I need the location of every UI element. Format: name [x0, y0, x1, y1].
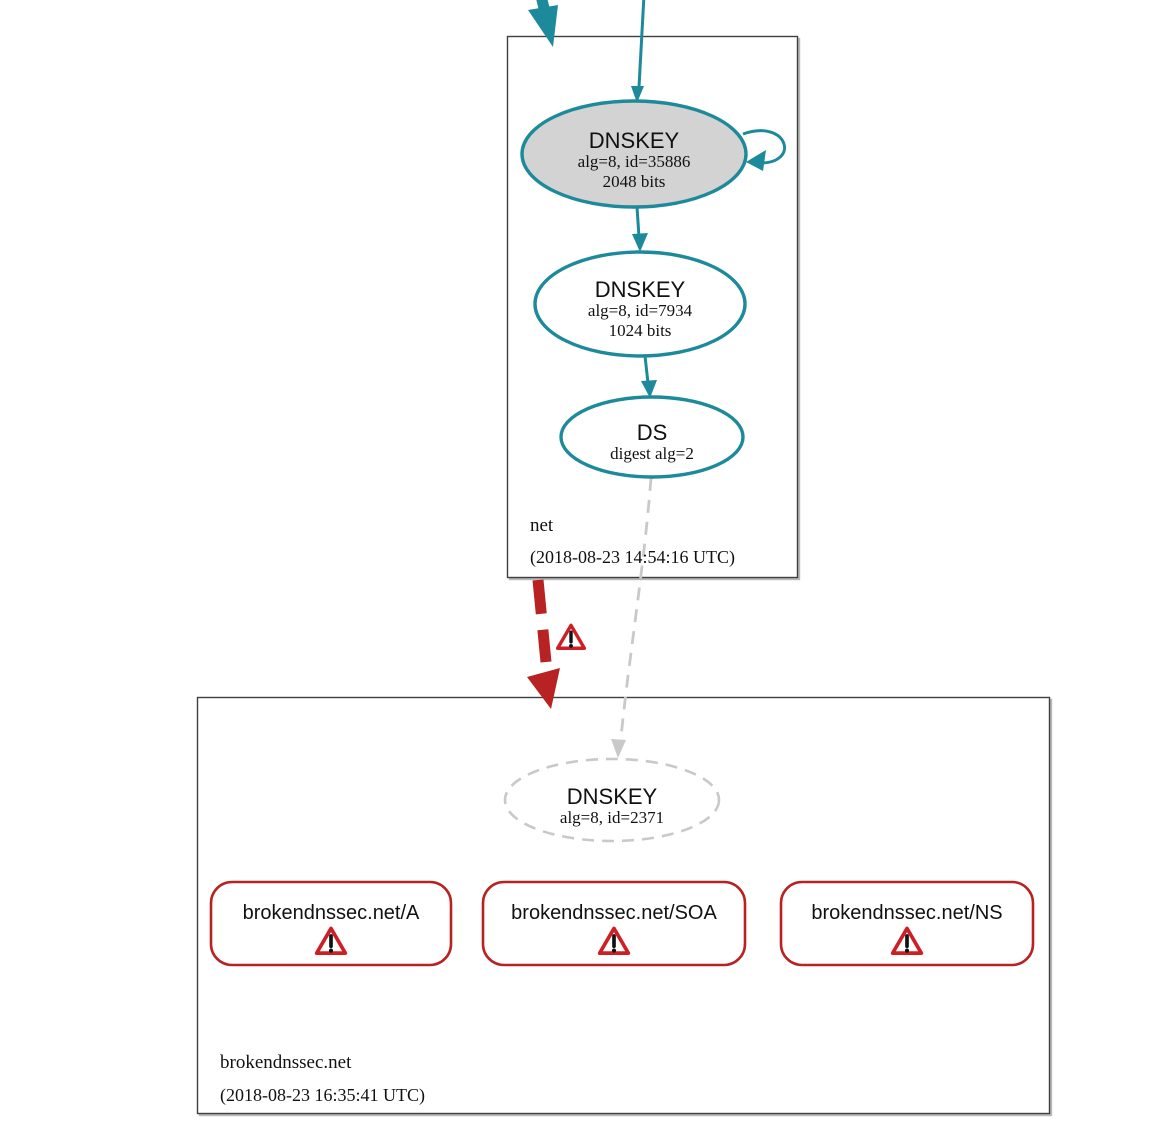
- zone-timestamp-net: (2018-08-23 14:54:16 UTC): [530, 547, 735, 567]
- node-rrset-a[interactable]: [211, 882, 451, 965]
- node-rrset-ns[interactable]: [781, 882, 1033, 965]
- dnskey-zsk-title: DNSKEY: [594, 277, 686, 302]
- node-dnskey-child[interactable]: [505, 759, 719, 841]
- ds-title: DS: [636, 420, 668, 445]
- dnskey-zsk-bits: 1024 bits: [608, 321, 672, 340]
- dnskey-ksk-title: DNSKEY: [588, 128, 680, 153]
- node-ds[interactable]: [561, 397, 743, 477]
- rrset-a-label: brokendnssec.net/A: [242, 902, 420, 924]
- dnskey-ksk-detail: alg=8, id=35886: [577, 152, 691, 171]
- rrset-soa-label: brokendnssec.net/SOA: [511, 902, 717, 924]
- rrset-ns-label: brokendnssec.net/NS: [811, 902, 1003, 924]
- dnskey-zsk-detail: alg=8, id=7934: [587, 301, 693, 320]
- node-dnskey-ksk[interactable]: [522, 101, 746, 207]
- zone-label-brokendnssec-net: brokendnssec.net: [220, 1052, 352, 1073]
- dnskey-ksk-bits: 2048 bits: [602, 172, 666, 191]
- edge-bogus-delegation: [527, 580, 560, 709]
- node-dnskey-zsk[interactable]: [535, 252, 745, 356]
- dnskey-child-title: DNSKEY: [566, 784, 658, 809]
- warning-triangle-icon: [558, 625, 585, 648]
- node-rrset-soa[interactable]: [483, 882, 745, 965]
- dnskey-child-detail: alg=8, id=2371: [559, 808, 665, 827]
- ds-detail: digest alg=2: [610, 444, 694, 463]
- zone-label-net: net: [530, 515, 554, 536]
- zone-timestamp-brokendnssec-net: (2018-08-23 16:35:41 UTC): [220, 1085, 425, 1105]
